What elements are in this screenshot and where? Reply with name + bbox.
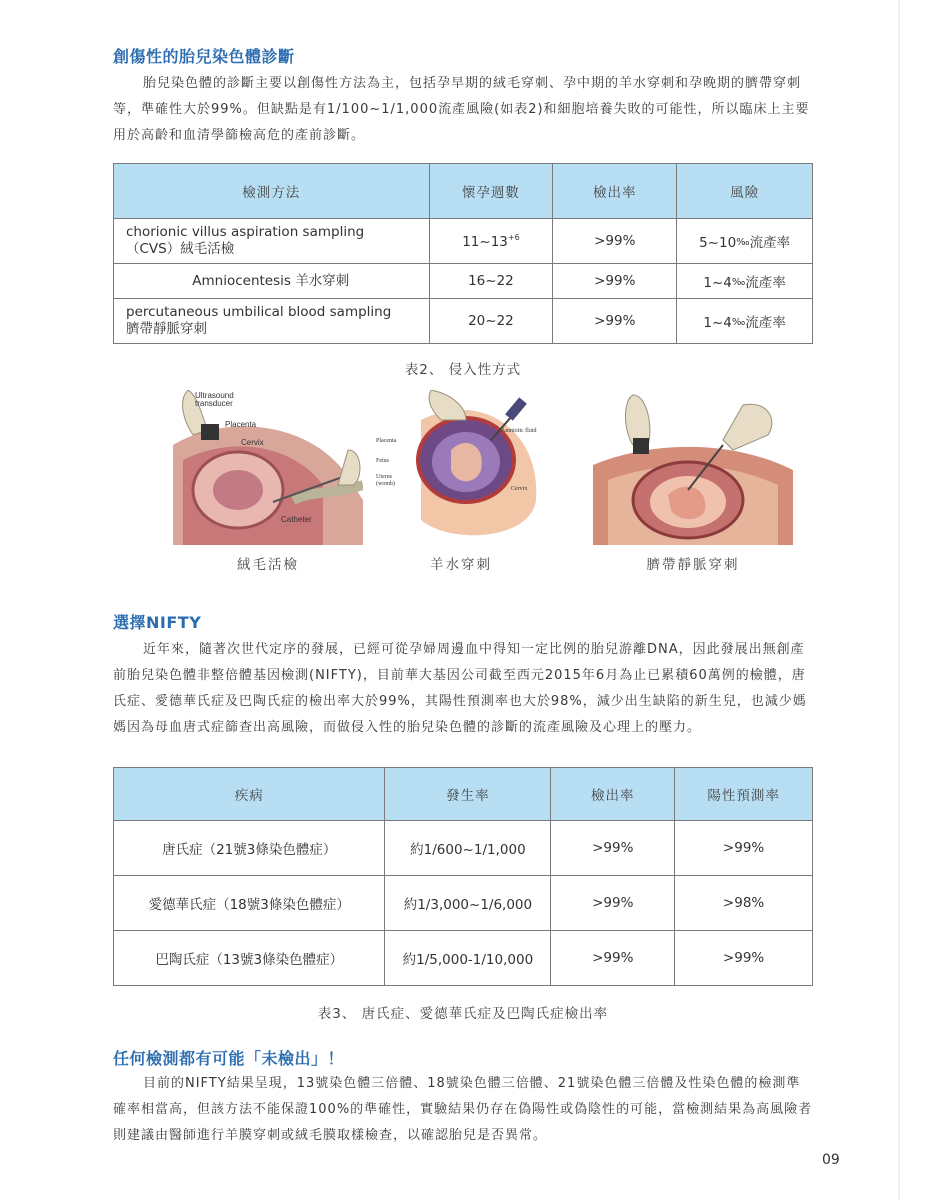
ppv-cell: >98%: [675, 876, 813, 931]
rate-cell: >99%: [553, 219, 677, 264]
ppv-cell: >99%: [675, 931, 813, 986]
annotation-womb: (womb): [376, 481, 395, 487]
page-number: 09: [822, 1152, 840, 1168]
figure-label: 羊水穿刺: [430, 557, 492, 573]
section-paragraph-nifty: 近年來，隨著次世代定序的發展，已經可從孕婦周邊血中得知一定比例的胎兒游離DNA，因此發展出無創產前胎兒染色體非整倍體基因檢測(NIFTY)，目前華大基因公司截至西元2015年6月為止已累積60萬例的檢體，唐氏症、愛德華氏症及巴陶氏症的檢出率大於99%，其陽性預測率也大於98%，減少出生缺陷的新生兒，也減少媽媽因為母血唐式症篩查出高風險，而做侵入性的胎兒染色體的診斷的流產風險及心理上的壓力。: [113, 642, 807, 735]
table-row: [114, 876, 813, 931]
nifty-detection-table: [113, 767, 813, 986]
annotation-placenta: Placenta: [376, 438, 397, 444]
table-caption: 表2、 侵入性方式: [404, 362, 522, 378]
annotation-uterus: Uterus: [376, 474, 392, 480]
detection-cell: >99%: [551, 821, 675, 876]
ppv-cell: >99%: [675, 821, 813, 876]
table-caption: 表3、 唐氏症、愛德華氏症及巴陶氏症檢出率: [317, 1006, 609, 1022]
annotation-cervix: Cervix: [511, 486, 528, 492]
disease-cell: 唐氏症（21號3條染色體症）: [114, 821, 385, 876]
figure-label: 臍帶靜脈穿刺: [646, 557, 740, 573]
section-title-nifty: 選擇NIFTY: [113, 613, 202, 632]
method-name-en: percutaneous umbilical blood sampling: [126, 304, 392, 320]
method-cell: [114, 299, 430, 344]
annotation-fetus: Fetus: [376, 458, 390, 464]
table-header-cell: 風險: [677, 164, 813, 219]
disease-cell: 巴陶氏症（13號3條染色體症）: [114, 931, 385, 986]
procedure-figures: [113, 390, 813, 590]
annotation-ultrasound: Ultrasound: [195, 391, 234, 400]
section-title-invasive-diagnosis: 創傷性的胎兒染色體診斷: [113, 47, 295, 66]
rate-cell: >99%: [553, 299, 677, 344]
weeks-cell: $11\sim 13^{+6}$: [429, 219, 553, 264]
method-name-en: chorionic villus aspiration sampling: [126, 224, 365, 240]
weeks-cell: 16~22: [429, 264, 553, 299]
table-header-cell: 檢出率: [553, 164, 677, 219]
annotation-amniotic-fluid: Amniotic fluid: [501, 428, 537, 434]
figure-label: 絨毛活檢: [237, 557, 299, 573]
figure-pubs: [593, 390, 793, 573]
section-title-not-detected: 任何檢測都有可能「未檢出」！: [113, 1049, 345, 1068]
table-header-row: [114, 164, 813, 219]
risk-cell: 5~10‰流產率: [677, 219, 813, 264]
document-page: [113, 44, 813, 1149]
amnio-illustration: [371, 390, 551, 545]
section-paragraph-invasive: 胎兒染色體的診斷主要以創傷性方法為主，包括孕早期的絨毛穿刺、孕中期的羊水穿刺和孕晚期的臍帶穿刺等，準確性大於99%。但缺點是有1/100~1/1,000流產風險(如表2)和細胞培養失敗的可能性，所以臨床上主要用於高齡和血清學篩檢高危的產前診斷。: [113, 76, 810, 143]
annotation-cervix: Cervix: [241, 438, 264, 447]
section-paragraph-not-detected: 目前的NIFTY結果呈現，13號染色體三倍體、18號染色體三倍體、21號染色體三倍體及性染色體的檢測準確率相當高，但該方法不能保證100%的準確性，實驗結果仍存在偽陽性或偽陰性的可能，當檢測結果為高風險者則建議由醫師進行羊膜穿刺或絨毛膜取樣檢查，以確認胎兒是否異常。: [113, 1076, 813, 1143]
table-header-cell: 發生率: [385, 768, 551, 821]
cvs-illustration: [173, 390, 363, 545]
annotation-catheter: Catheter: [281, 515, 312, 524]
figure-cvs: [173, 390, 363, 573]
rate-cell: >99%: [553, 264, 677, 299]
table-header-cell: 懷孕週數: [429, 164, 553, 219]
method-name-zh: 臍帶靜脈穿刺: [126, 321, 207, 337]
method-name-zh: （CVS）絨毛活檢: [126, 241, 235, 257]
method-cell: [114, 219, 430, 264]
incidence-cell: 約1/5,000-1/10,000: [385, 931, 551, 986]
detection-cell: >99%: [551, 931, 675, 986]
annotation-placenta: Placenta: [225, 420, 257, 429]
table-header-row: [114, 768, 813, 821]
method-cell: Amniocentesis 羊水穿刺: [114, 264, 430, 299]
table-row: [114, 931, 813, 986]
table-row: [114, 821, 813, 876]
table-row: [114, 264, 813, 299]
detection-cell: >99%: [551, 876, 675, 931]
incidence-cell: 約1/600~1/1,000: [385, 821, 551, 876]
table-header-cell: 疾病: [114, 768, 385, 821]
table-header-cell: 檢出率: [551, 768, 675, 821]
incidence-cell: 約1/3,000~1/6,000: [385, 876, 551, 931]
invasive-methods-table: [113, 163, 813, 344]
page-edge-rule: [898, 0, 900, 1200]
disease-cell: 愛德華氏症（18號3條染色體症）: [114, 876, 385, 931]
pubs-illustration: [593, 390, 793, 545]
annotation-transducer: transducer: [195, 399, 233, 408]
table-row: [114, 299, 813, 344]
table-header-cell: 檢測方法: [114, 164, 430, 219]
risk-cell: 1~4‰流產率: [677, 299, 813, 344]
figure-amnio: [371, 390, 551, 573]
table-row: [114, 219, 813, 264]
risk-cell: 1~4‰流產率: [677, 264, 813, 299]
table-header-cell: 陽性預測率: [675, 768, 813, 821]
weeks-cell: 20~22: [429, 299, 553, 344]
